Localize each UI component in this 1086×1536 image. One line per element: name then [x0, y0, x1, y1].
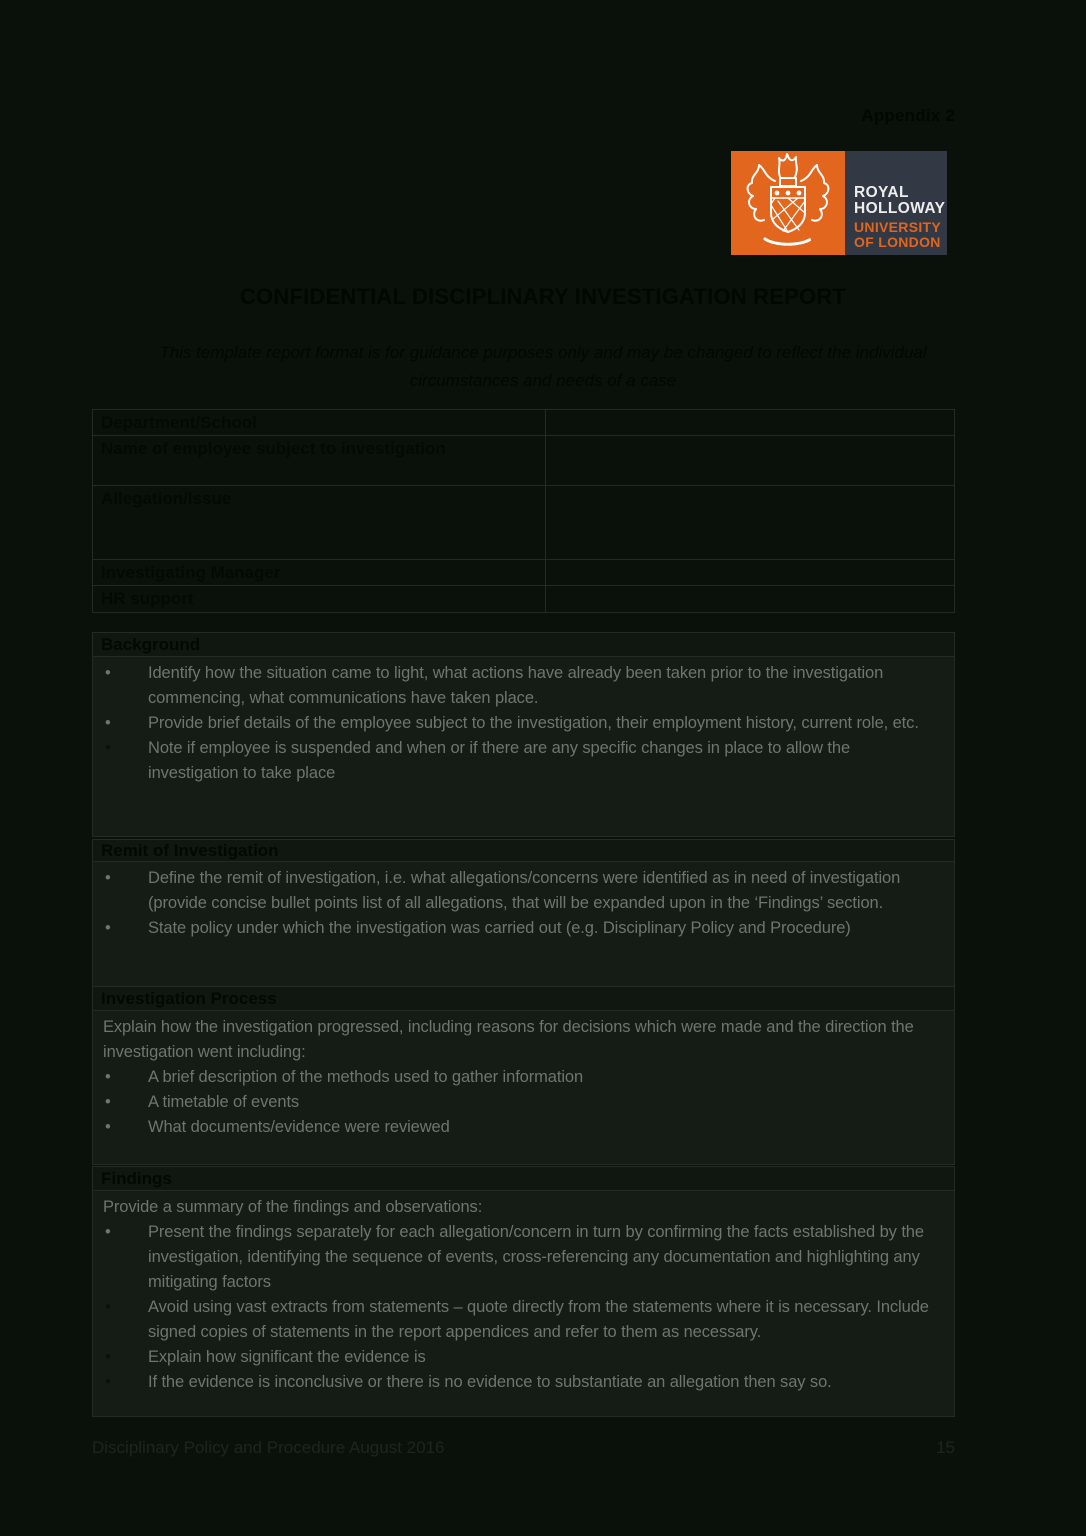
bullet-icon: • [105, 869, 111, 887]
bullet-text: Avoid using vast extracts from statements – quote directly from the statements where it is necessary. Include signed copies of statements in the report appendices and refer to them as necessary. [148, 1298, 929, 1341]
list-item [93, 1090, 954, 1115]
section-heading: Background [93, 633, 954, 657]
bullet-text: Provide brief details of the employee subject to the investigation, their employment history, current role, etc. [148, 714, 919, 732]
bullet-icon: • [105, 664, 111, 682]
list-item [93, 1295, 954, 1345]
report-title: CONFIDENTIAL DISCIPLINARY INVESTIGATION REPORT [239, 284, 847, 309]
bullet-icon: • [105, 1068, 111, 1086]
table-row [93, 560, 955, 586]
info-label: Name of employee subject to investigation [93, 436, 546, 486]
list-item [93, 1065, 954, 1090]
royal-holloway-logo [731, 151, 947, 255]
report-section [92, 839, 955, 987]
info-value-cell[interactable] [546, 410, 955, 436]
info-value-cell[interactable] [546, 436, 955, 486]
logo-line-of-london: OF LONDON [854, 234, 941, 250]
table-row [93, 586, 955, 613]
bullet-icon: • [105, 1118, 111, 1136]
appendix-label: Appendix 2 [861, 106, 955, 125]
section-body [93, 1191, 954, 1416]
case-info-table [92, 409, 955, 613]
info-label: HR support [93, 586, 546, 613]
bullet-text: State policy under which the investigation was carried out (e.g. Disciplinary Policy and Procedure) [148, 919, 851, 937]
footer-page-number: 15 [936, 1438, 955, 1457]
report-section [92, 1166, 955, 1417]
info-value-cell[interactable] [546, 586, 955, 613]
list-item [93, 866, 954, 916]
info-label: Department/School [93, 410, 546, 436]
logo-line-holloway: HOLLOWAY [854, 200, 946, 217]
bullet-icon: • [105, 1223, 111, 1241]
table-row [93, 486, 955, 560]
list-item [93, 711, 954, 736]
info-label: Allegation/Issue [93, 486, 546, 560]
table-row [93, 436, 955, 486]
bullet-text: Note if employee is suspended and when or if there are any specific changes in place to allow the investigation to take place [148, 739, 851, 782]
bullet-icon: • [105, 1373, 111, 1391]
report-section [92, 986, 955, 1165]
report-subtitle: This template report format is for guidance purposes only and may be changed to reflect the individual circumstances and needs of a case [159, 343, 927, 390]
section-intro: Provide a summary of the findings and observations: [103, 1198, 483, 1216]
logo-line-royal: ROYAL [854, 184, 909, 201]
bullet-text: Define the remit of investigation, i.e. what allegations/concerns were identified as in need of investigation (provide concise bullet points list of all allegations, that will be expanded upon in the ‘Findings’ section. [148, 869, 901, 912]
section-body [93, 657, 954, 836]
bullet-text: A timetable of events [148, 1093, 300, 1111]
table-row [93, 410, 955, 436]
bullet-icon: • [105, 714, 111, 732]
section-intro: Explain how the investigation progressed, including reasons for decisions which were made and the direction the investigation went including: [103, 1018, 914, 1061]
section-body [93, 1011, 954, 1164]
list-item [93, 916, 954, 941]
info-value-cell[interactable] [546, 560, 955, 586]
info-label: Investigating Manager [93, 560, 546, 586]
bullet-text: Identify how the situation came to light, what actions have already been taken prior to the investigation commencing, what communications have taken place. [148, 664, 884, 707]
list-item [93, 736, 954, 786]
bullet-text: Present the findings separately for each allegation/concern in turn by confirming the facts established by the investigation, identifying the sequence of events, cross-referencing any documentation and highlighting any mitigating factors [148, 1223, 924, 1291]
bullet-text: Explain how significant the evidence is [148, 1348, 426, 1366]
list-item [93, 1370, 954, 1395]
bullet-icon: • [105, 739, 111, 757]
footer-document-title: Disciplinary Policy and Procedure August 2016 [92, 1438, 445, 1457]
section-heading: Investigation Process [93, 987, 954, 1011]
logo-line-university: UNIVERSITY [854, 219, 942, 235]
bullet-text: A brief description of the methods used to gather information [148, 1068, 584, 1086]
section-body [93, 862, 954, 986]
list-item [93, 1220, 954, 1295]
bullet-icon: • [105, 1298, 111, 1316]
report-section [92, 632, 955, 837]
bullet-text: What documents/evidence were reviewed [148, 1118, 450, 1136]
bullet-icon: • [105, 919, 111, 937]
logo-wordmark [845, 151, 947, 255]
section-heading: Remit of Investigation [93, 840, 954, 862]
royal-holloway-crest-icon [731, 151, 845, 255]
list-item [93, 1345, 954, 1370]
list-item [93, 1115, 954, 1140]
bullet-text: If the evidence is inconclusive or there is no evidence to substantiate an allegation then say so. [148, 1373, 832, 1391]
list-item [93, 661, 954, 711]
bullet-icon: • [105, 1093, 111, 1111]
section-heading: Findings [93, 1167, 954, 1191]
bullet-icon: • [105, 1348, 111, 1366]
page-footer [92, 1438, 955, 1458]
info-value-cell[interactable] [546, 486, 955, 560]
